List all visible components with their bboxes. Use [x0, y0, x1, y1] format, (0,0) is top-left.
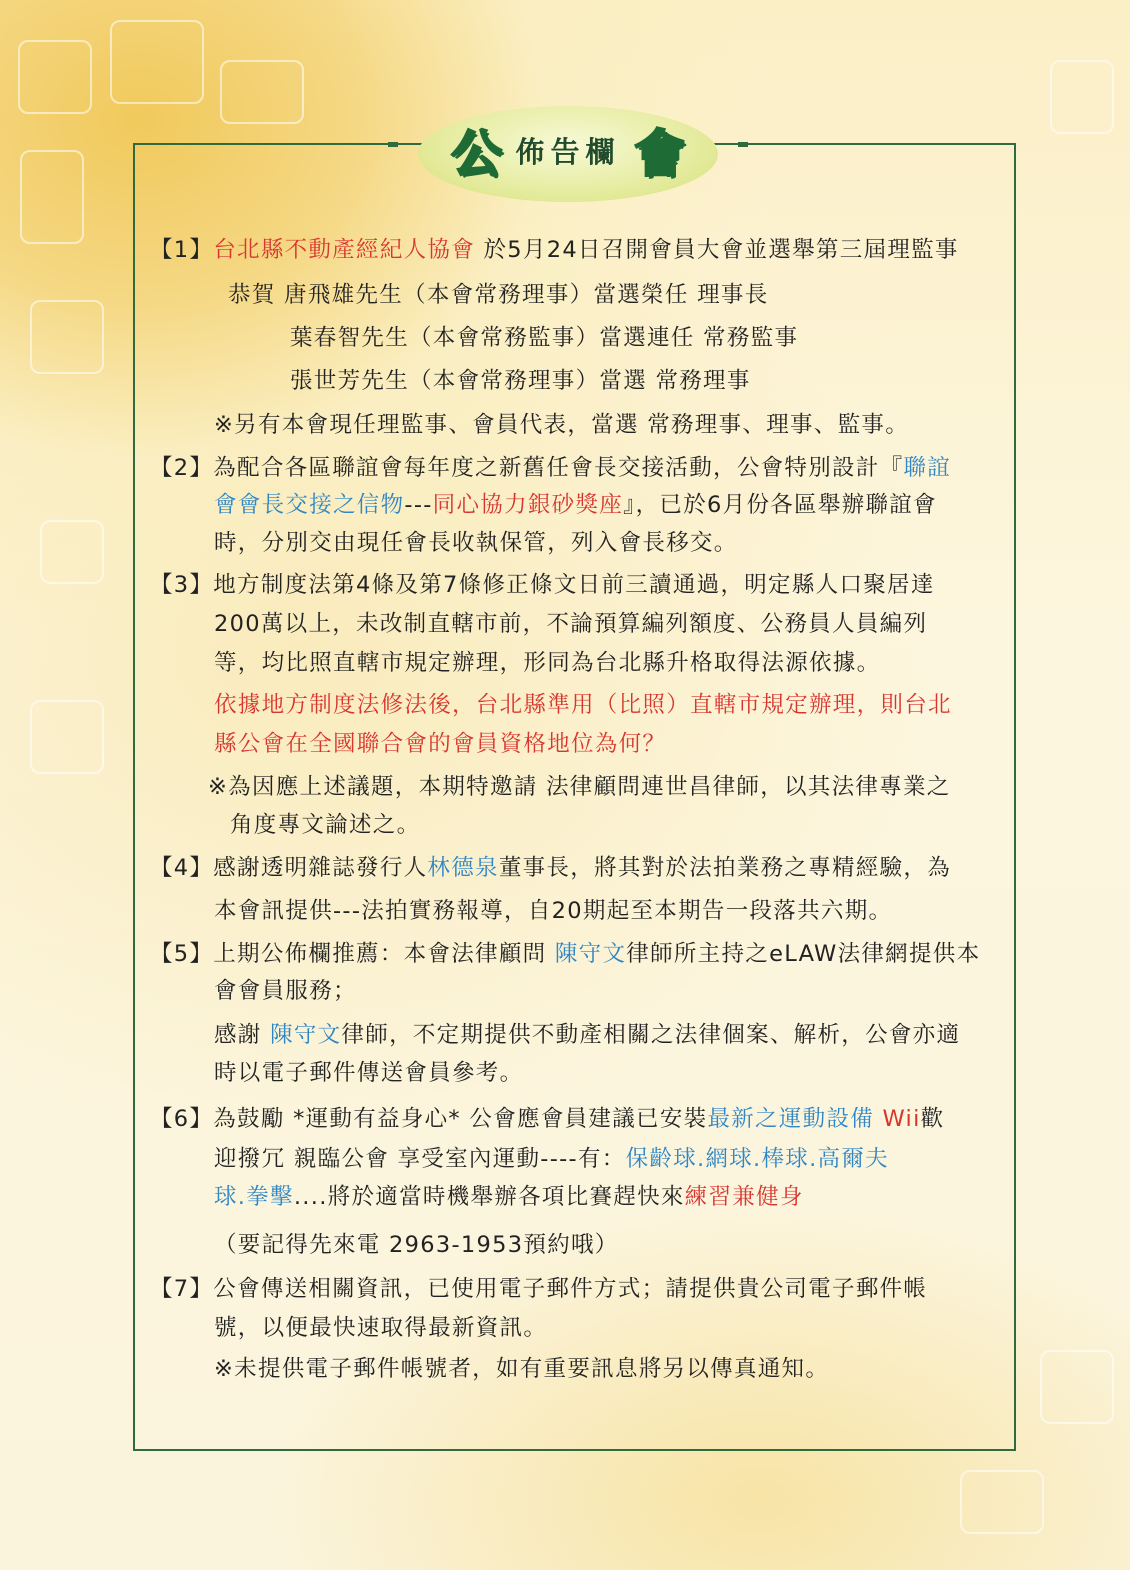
item-7-note: ※未提供電子郵件帳號者，如有重要訊息將另以傳真通知。 [214, 1356, 830, 1382]
person-name: 陳守文 [554, 941, 627, 967]
item-1-line-3: 葉春智先生（本會常務監事）當選連任 常務監事 [290, 325, 799, 351]
item-text: 董事長，將其對於法拍業務之專精經驗，為 [498, 855, 952, 881]
item-number: 【7】 [150, 1276, 214, 1302]
item-text: 迎撥冗 親臨公會 享受室內運動----有： [214, 1146, 626, 1172]
item-3-question-2: 縣公會在全國聯合會的會員資格地位為何？ [214, 731, 667, 757]
title-big-right: 會 [634, 125, 685, 183]
award-name: 同心協力銀砂獎座 [432, 492, 624, 518]
item-6-phone-note: （要記得先來電 2963-1953預約哦） [214, 1232, 619, 1258]
item-6-line-2 [214, 1144, 889, 1174]
item-text: 感謝透明雜誌發行人 [213, 855, 428, 881]
highlight-text: 最新之運動設備 [707, 1106, 883, 1132]
item-3-note-2: 角度專文論述之。 [230, 812, 421, 838]
item-7-line-2: 號，以便最快速取得最新資訊。 [214, 1315, 548, 1341]
item-6-line-1 [150, 1104, 944, 1134]
title-big-left: 公 [451, 125, 502, 183]
item-1-line-1 [150, 235, 959, 265]
item-1-note: ※另有本會現任理監事、會員代表，當選 常務理事、理事、監事。 [214, 412, 910, 438]
item-text: 上期公佈欄推薦：本會法律顧問 [213, 941, 555, 967]
item-text: 』，已於6月份各區舉辦聯誼會 [623, 492, 937, 518]
item-text: 為鼓勵 *運動有益身心* 公會應會員建議已安裝 [213, 1106, 708, 1132]
person-name: 林德泉 [427, 855, 499, 881]
item-4-line-1 [150, 853, 951, 883]
item-text: 於5月24日召開會員大會並選舉第三屆理監事 [475, 237, 959, 263]
item-2-line-2 [214, 490, 937, 520]
item-5-line-1 [150, 939, 980, 969]
item-text: 律師所主持之eLAW法律網提供本 [626, 941, 981, 967]
item-text: 歡 [920, 1106, 945, 1132]
item-number: 【5】 [150, 941, 214, 967]
highlight-text: 聯誼 [903, 455, 952, 481]
item-1-line-4: 張世芳先生（本會常務理事）當選 常務理事 [290, 368, 751, 394]
item-text: 感謝 [214, 1022, 271, 1048]
wii-label: Wii [882, 1106, 921, 1132]
item-6-line-3 [214, 1182, 804, 1212]
item-3-question-1: 依據地方制度法修法後，台北縣準用（比照）直轄市規定辦理，則台北 [214, 692, 952, 718]
item-3-note-1: ※為因應上述議題，本期特邀請 法律顧問連世昌律師，以其法律專業之 [208, 774, 951, 800]
sports-list: 保齡球.網球.棒球.高爾夫 [625, 1146, 889, 1172]
item-text: ....將於適當時機舉辦各項比賽趕快來 [293, 1184, 685, 1210]
item-text: 公會傳送相關資訊，已使用電子郵件方式；請提供貴公司電子郵件帳 [213, 1276, 928, 1302]
item-text: --- [404, 492, 433, 518]
item-5-line-3 [214, 1020, 960, 1050]
item-4-line-2: 本會訊提供---法拍實務報導，自20期起至本期告一段落共六期。 [214, 898, 893, 924]
item-1-line-2: 恭賀 唐飛雄先生（本會常務理事）當選榮任 理事長 [228, 282, 769, 308]
title-middle: 佈告欄 [515, 134, 621, 169]
item-3-line-3: 等，均比照直轄市規定辦理，形同為台北縣升格取得法源依據。 [214, 650, 881, 676]
highlight-text: 會會長交接之信物 [214, 492, 405, 518]
item-2-line-1 [150, 453, 951, 483]
association-name: 台北縣不動產經紀人協會 [213, 237, 476, 263]
person-name: 陳守文 [270, 1022, 342, 1048]
item-5-line-2: 會會員服務； [214, 978, 357, 1004]
sports-list: 球.拳擊 [214, 1184, 294, 1210]
item-text: 為配合各區聯誼會每年度之新舊任會長交接活動，公會特別設計『 [213, 455, 904, 481]
item-3-line-1 [150, 570, 935, 600]
item-2-line-3: 時，分別交由現任會長收執保管，列入會長移交。 [214, 530, 738, 556]
item-number: 【4】 [150, 855, 214, 881]
item-number: 【1】 [150, 237, 214, 263]
item-text: 律師，不定期提供不動產相關之法律個案、解析，公會亦適 [341, 1022, 961, 1048]
item-number: 【3】 [150, 572, 214, 598]
highlight-text: 練習兼健身 [684, 1184, 804, 1210]
item-5-line-4: 時以電子郵件傳送會員參考。 [214, 1060, 524, 1086]
item-7-line-1 [150, 1274, 927, 1304]
item-number: 【6】 [150, 1106, 214, 1132]
item-3-line-2: 200萬以上，未改制直轄市前，不論預算編列額度、公務員人員編列 [214, 611, 928, 637]
item-number: 【2】 [150, 455, 214, 481]
item-text: 地方制度法第4條及第7條修正條文日前三讀通過，明定縣人口聚居達 [213, 572, 935, 598]
